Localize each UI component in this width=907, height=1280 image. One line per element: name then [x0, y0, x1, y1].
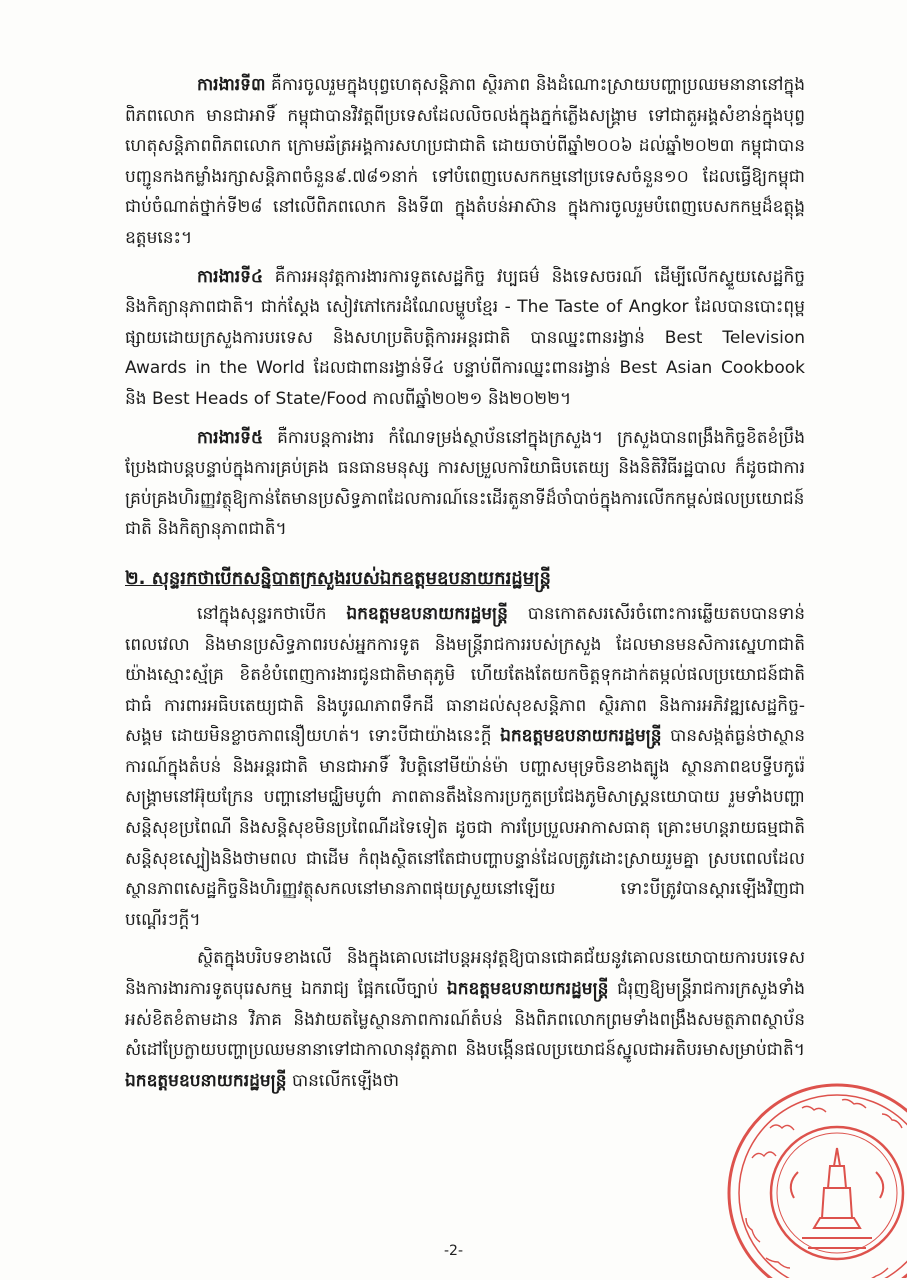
official-seal-stamp: [722, 1078, 907, 1278]
deputy-pm-title: ឯកឧត្តមឧបនាយករដ្ឋមន្ត្រី: [500, 726, 662, 747]
context-text-3: បានលើកឡើងថា: [286, 1070, 400, 1091]
deputy-pm-title: ឯកឧត្តមឧបនាយករដ្ឋមន្ត្រី: [125, 1070, 287, 1091]
task-4-text: គឺការអនុវត្តការងារការទូតសេដ្ឋកិច្ច វប្បធម៌ និងទេសចរណ៍ ដើម្បីលើកស្ទួយសេដ្ឋកិច្ច និងកិត្យានុភាពជាតិ។ ជាក់ស្តែង សៀវភៅកេរដំណែលម្ហូបខ្មែរ - The Taste of Angkor ដែលបានបោះពុម្ព ផ្សាយដោយក្រសួងការបរទេស និងសហប្រតិបត្តិការអន្តរជាតិ បានឈ្នះពានរង្វាន់ Best Television Awards in the World ដែលជាពានរង្វាន់ទី៤ បន្ទាប់ពីការឈ្នះពានរង្វាន់ Best Asian Cookbook និង Best Heads of State/Food កាលពីឆ្នាំ២០២១ និង២០២២។: [125, 266, 805, 409]
context-text-2: ជំរុញឱ្យមន្ត្រីរាជការក្រសួងទាំងអស់ខិតខំតាមដាន វិភាគ និងវាយតម្លៃស្ថានភាពការណ៍តំបន់ និងពិភពលោកព្រមទាំងពង្រឹងសមត្ថភាពស្ថាប័ន សំដៅប្រែក្លាយបញ្ហាប្រឈមនានាទៅជាកាលានុវត្តភាព និងបង្កើនផលប្រយោជន៍ស្នូលជាអតិបរមាសម្រាប់ជាតិ។: [125, 979, 805, 1061]
task-3-label: ការងារទី៣: [197, 75, 266, 95]
paragraph-context: [125, 943, 805, 1096]
section-heading: ២. សុន្ទរកថាបើកសន្និបាតក្រសួងរបស់ឯកឧត្តមឧបនាយករដ្ឋមន្ត្រី: [125, 567, 551, 589]
seal-icon: [722, 1078, 907, 1278]
paragraph-task-3: [125, 70, 805, 254]
paragraph-task-4: [125, 262, 805, 415]
opening-text-3: បានសង្កត់ធ្ងន់ថាស្ថានការណ៍ក្នុងតំបន់ និងអន្តរជាតិ មានជាអាទិ៍ វិបត្តិនៅមីយ៉ាន់ម៉ា បញ្ហាសមុទ្រចិនខាងត្បូង ស្ថានភាពឧបទ្វីបកូរ៉េ សង្គ្រាមនៅអ៊ុយក្រែន បញ្ហានៅមជ្ឈិមបូព៌ា ភាពតានតឹងនៃការប្រកួតប្រជែងភូមិសាស្ត្រនយោបាយ រួមទាំងបញ្ហាសន្តិសុខប្រពៃណី និងសន្តិសុខមិនប្រពៃណីដទៃទៀត ដូចជា ការប្រែប្រួលអាកាសធាតុ គ្រោះមហន្តរាយធម្មជាតិ សន្តិសុខស្បៀងនិងថាមពល ជាដើម កំពុងស្ថិតនៅតែជាបញ្ហាបន្ទាន់ដែលត្រូវដោះស្រាយរួមគ្នា ស្របពេលដែលស្ថានភាពសេដ្ឋកិច្ចនិងហិរញ្ញវត្ថុសកលនៅមានភាពផុយស្រួយនៅឡើយ ទោះបីត្រូវបានស្តារឡើងវិញជាបណ្តើរៗក្តី។: [125, 726, 805, 930]
deputy-pm-title: ឯកឧត្តមឧបនាយករដ្ឋមន្ត្រី: [346, 603, 508, 624]
context-text-1: ស្ថិតក្នុងបរិបទខាងលើ និងក្នុងគោលដៅបន្តអនុវត្តឱ្យបានជោគជ័យនូវគោលនយោបាយការបរទេស និងការងារការទូតបុរេសកម្ម ឯករាជ្យ ផ្អែកលើច្បាប់: [125, 948, 805, 1000]
document-body: [125, 70, 805, 1104]
deputy-pm-title: ឯកឧត្តមឧបនាយករដ្ឋមន្ត្រី: [446, 979, 609, 1000]
task-3-text: គឺការចូលរួមក្នុងបុព្វហេតុសន្តិភាព ស្ថិរភាព និងដំណោះស្រាយបញ្ហាប្រឈមនានានៅក្នុងពិភពលោក មានជាអាទិ៍ កម្ពុជាបានវិវត្តពីប្រទេសដែលលិចលង់ក្នុងភ្នក់ភ្លើងសង្គ្រាម ទៅជាតួអង្គសំខាន់ក្នុងបុព្វហេតុសន្តិភាពពិភពលោក ក្រោមឆ័ត្រអង្គការសហប្រជាជាតិ ដោយចាប់ពីឆ្នាំ២០០៦ ដល់ឆ្នាំ២០២៣ កម្ពុជាបានបញ្ជូនកងកម្លាំងរក្សាសន្តិភាពចំនួន៩.៧៨១នាក់ ទៅបំពេញបេសកកម្មនៅប្រទេសចំនួន១០ ដែលធ្វើឱ្យកម្ពុជាជាប់ចំណាត់ថ្នាក់ទី២៨ នៅលើពិភពលោក និងទី៣ ក្នុងតំបន់អាស៊ាន ក្នុងការចូលរួមបំពេញបេសកកម្មដ៏ឧត្តុង្គឧត្តមនេះ។: [125, 75, 805, 248]
paragraph-opening-speech: [125, 599, 805, 936]
paragraph-task-5: [125, 423, 805, 545]
task-4-label: ការងារទី៤: [197, 266, 263, 287]
task-5-text: គឺការបន្តការងារ កំណែទម្រង់ស្ថាប័ននៅក្នុងក្រសួង។ ក្រសួងបានពង្រឹងកិច្ចខិតខំប្រឹងប្រែងជាបន្តបន្ទាប់ក្នុងការគ្រប់គ្រង ធនធានមនុស្ស ការសម្រួលការិយាធិបតេយ្យ និងនិតិវិធីរដ្ឋបាល ក៏ដូចជាការគ្រប់គ្រងហិរញ្ញវត្ថុឱ្យកាន់តែមានប្រសិទ្ធភាពដែលការណ៍នេះដើរតួនាទីដ៏ចាំបាច់ក្នុងការលើកកម្ពស់ផលប្រយោជន៍ជាតិ និងកិត្យានុភាពជាតិ។: [125, 427, 805, 540]
opening-text-2: បានកោតសរសើរចំពោះការឆ្លើយតបបានទាន់ពេលវេលា និងមានប្រសិទ្ធភាពរបស់អ្នកការទូត និងមន្ត្រីរាជការរបស់ក្រសួង ដែលមានមនសិការស្នេហាជាតិយ៉ាងស្មោះស្ម័គ្រ ខិតខំបំពេញការងារជូនជាតិមាតុភូមិ ហើយតែងតែយកចិត្តទុកដាក់តម្កល់ផលប្រយោជន៍ជាតិជាធំ ការពារអធិបតេយ្យជាតិ និងបូរណភាពទឹកដី ធានាដល់សុខសន្តិភាព ស្ថិរភាព និងការអភិវឌ្ឍសេដ្ឋកិច្ច-សង្គម ដោយមិនខ្លាចភាពនឿយហត់។ ទោះបីជាយ៉ាងនេះក្តី: [125, 603, 805, 747]
page-number: -2-: [443, 1243, 463, 1259]
opening-text-1: នៅក្នុងសុន្ទរកថាបើក: [197, 603, 347, 624]
task-5-label: ការងារទី៥: [197, 427, 263, 448]
